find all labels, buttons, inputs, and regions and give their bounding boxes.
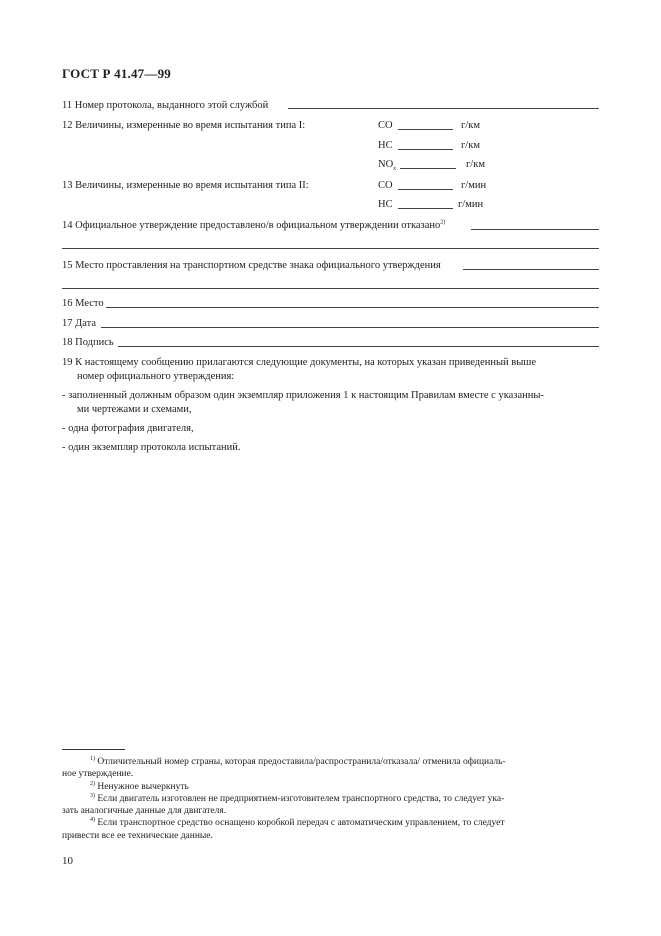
item-11-label: 11 Номер протокола, выданного этой службой bbox=[62, 100, 269, 111]
footnote-4-line2: привести все ее технические данные. bbox=[62, 831, 213, 841]
item-18-field[interactable] bbox=[118, 346, 599, 347]
type2-co-field[interactable] bbox=[398, 189, 453, 190]
type1-hc-unit: г/км bbox=[461, 140, 480, 151]
page-number: 10 bbox=[62, 855, 73, 867]
footnote-3-line1: $^{3)}$ Если двигатель изготовлен не предприятием-изготовителем транспортного средства, то следует ука- bbox=[90, 792, 505, 804]
attachment-1-line1: - заполненный должным образом один экземпляр приложения 1 к настоящим Правилам вместе с указанны- bbox=[62, 390, 544, 401]
item-15-label: 15 Место проставления на транспортном средстве знака официального утверждения bbox=[62, 260, 441, 271]
type1-hc-field[interactable] bbox=[398, 149, 453, 150]
item-19-line1: 19 К настоящему сообщению прилагаются следующие документы, на которых указан приведенный выше bbox=[62, 357, 537, 368]
item-14-field[interactable] bbox=[471, 229, 599, 230]
document-header: ГОСТ Р 41.47—99 bbox=[62, 66, 171, 81]
type1-co-unit: г/км bbox=[461, 120, 480, 131]
item-14-field-cont[interactable] bbox=[62, 248, 599, 249]
item-18-label: 18 Подпись bbox=[62, 337, 114, 348]
footnote-1-line2: ное утверждение. bbox=[62, 769, 134, 779]
footnote-3-line2: зать аналогичные данные для двигателя. bbox=[62, 806, 227, 816]
type2-hc-unit: г/мин bbox=[458, 199, 484, 210]
item-17-label: 17 Дата bbox=[62, 318, 97, 329]
type1-nox-field[interactable] bbox=[400, 168, 456, 169]
item-14-label: 14 Официальное утверждение предоставлено/в официальном утверждении отказано$^{2)}$ bbox=[62, 219, 446, 231]
attachment-2: - одна фотография двигателя, bbox=[62, 423, 194, 434]
item-13-label: 13 Величины, измеренные во время испытания типа II: bbox=[62, 180, 309, 191]
type1-hc-substance: HC bbox=[378, 140, 393, 151]
item-16-field[interactable] bbox=[106, 307, 599, 308]
footnote-4-line1: $^{4)}$ Если транспортное средство оснащено коробкой передач с автоматическим управлением, то следует bbox=[90, 816, 505, 828]
type1-nox-unit: г/км bbox=[466, 159, 485, 170]
type1-co-field[interactable] bbox=[398, 129, 453, 130]
type1-co-substance: CO bbox=[378, 120, 393, 131]
item-15-field[interactable] bbox=[463, 269, 599, 270]
type2-co-substance: CO bbox=[378, 180, 393, 191]
item-11-field[interactable] bbox=[288, 108, 599, 109]
type2-hc-field[interactable] bbox=[398, 208, 453, 209]
item-16-label: 16 Место bbox=[62, 298, 104, 309]
item-17-field[interactable] bbox=[101, 327, 599, 328]
item-15-field-cont[interactable] bbox=[62, 288, 599, 289]
footnote-rule bbox=[62, 749, 125, 750]
type1-nox-substance: $NO_x$ bbox=[378, 159, 397, 173]
item-19-line2: номер официального утверждения: bbox=[77, 371, 235, 382]
footnote-1-line1: $^{1)}$ Отличительный номер страны, которая предоставила/распространила/отказала/ отменила официаль- bbox=[90, 755, 506, 767]
item-12-label: 12 Величины, измеренные во время испытания типа I: bbox=[62, 120, 306, 131]
attachment-1-line2: ми чертежами и схемами, bbox=[77, 404, 192, 415]
type2-co-unit: г/мин bbox=[461, 180, 487, 191]
footnote-2: $^{2)}$ Ненужное вычеркнуть bbox=[90, 780, 189, 792]
type2-hc-substance: HC bbox=[378, 199, 393, 210]
attachment-3: - один экземпляр протокола испытаний. bbox=[62, 442, 241, 453]
